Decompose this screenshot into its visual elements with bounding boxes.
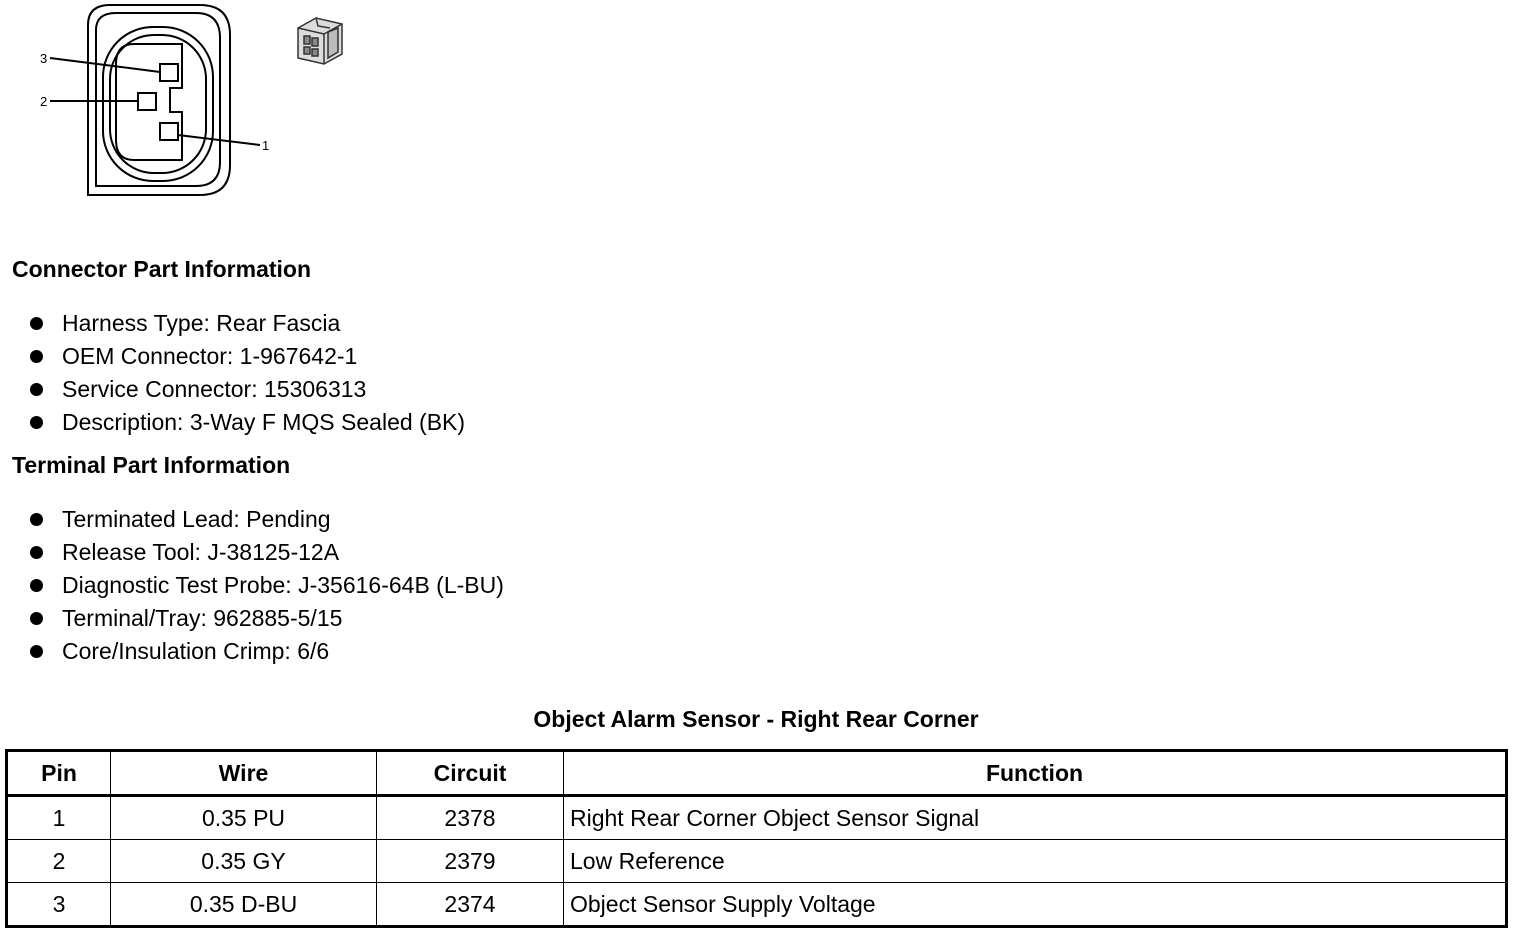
list-item: Description: 3-Way F MQS Sealed (BK) xyxy=(0,406,465,439)
bullet-icon xyxy=(30,317,43,330)
connector-part-info-list xyxy=(0,307,465,439)
column-header-circuit: Circuit xyxy=(377,751,564,796)
list-item: Release Tool: J-38125-12A xyxy=(0,536,504,569)
table-row xyxy=(7,796,1507,840)
table-header-row xyxy=(7,751,1507,796)
column-header-pin: Pin xyxy=(7,751,111,796)
list-item: Diagnostic Test Probe: J-35616-64B (L-BU) xyxy=(0,569,504,602)
bullet-icon xyxy=(30,612,43,625)
wire-cell: 0.35 PU xyxy=(111,796,377,840)
pinout-table xyxy=(5,749,1508,928)
list-item: Harness Type: Rear Fascia xyxy=(0,307,465,340)
list-item: Terminated Lead: Pending xyxy=(0,503,504,536)
connector-part-info-heading: Connector Part Information xyxy=(12,256,312,282)
connector-face-diagram xyxy=(30,0,280,200)
bullet-icon xyxy=(30,579,43,592)
pin-cell: 1 xyxy=(7,796,111,840)
wire-cell: 0.35 GY xyxy=(111,840,377,883)
column-header-function: Function xyxy=(564,751,1507,796)
wire-cell: 0.35 D-BU xyxy=(111,883,377,927)
terminal-part-info-list xyxy=(0,503,504,668)
table-row xyxy=(7,883,1507,927)
table-title: Object Alarm Sensor - Right Rear Corner xyxy=(533,706,979,732)
bullet-icon xyxy=(30,350,43,363)
list-item: OEM Connector: 1-967642-1 xyxy=(0,340,465,373)
circuit-cell: 2378 xyxy=(377,796,564,840)
pin-cell: 3 xyxy=(7,883,111,927)
list-item: Core/Insulation Crimp: 6/6 xyxy=(0,635,504,668)
terminal-part-info-heading: Terminal Part Information xyxy=(12,452,291,478)
bullet-icon xyxy=(30,383,43,396)
pin-cell: 2 xyxy=(7,840,111,883)
bullet-icon xyxy=(30,513,43,526)
circuit-cell: 2379 xyxy=(377,840,564,883)
function-cell: Low Reference xyxy=(564,840,1507,883)
pin-label-2: 2 xyxy=(40,94,48,109)
bullet-icon xyxy=(30,645,43,658)
list-item: Service Connector: 15306313 xyxy=(0,373,465,406)
column-header-wire: Wire xyxy=(111,751,377,796)
bullet-icon xyxy=(30,546,43,559)
pin-label-3: 3 xyxy=(40,51,48,66)
bullet-icon xyxy=(30,416,43,429)
pin-label-1: 1 xyxy=(262,138,270,153)
circuit-cell: 2374 xyxy=(377,883,564,927)
connector-thumbnail-icon xyxy=(290,14,350,66)
list-item: Terminal/Tray: 962885-5/15 xyxy=(0,602,504,635)
table-row xyxy=(7,840,1507,883)
function-cell: Right Rear Corner Object Sensor Signal xyxy=(564,796,1507,840)
function-cell: Object Sensor Supply Voltage xyxy=(564,883,1507,927)
